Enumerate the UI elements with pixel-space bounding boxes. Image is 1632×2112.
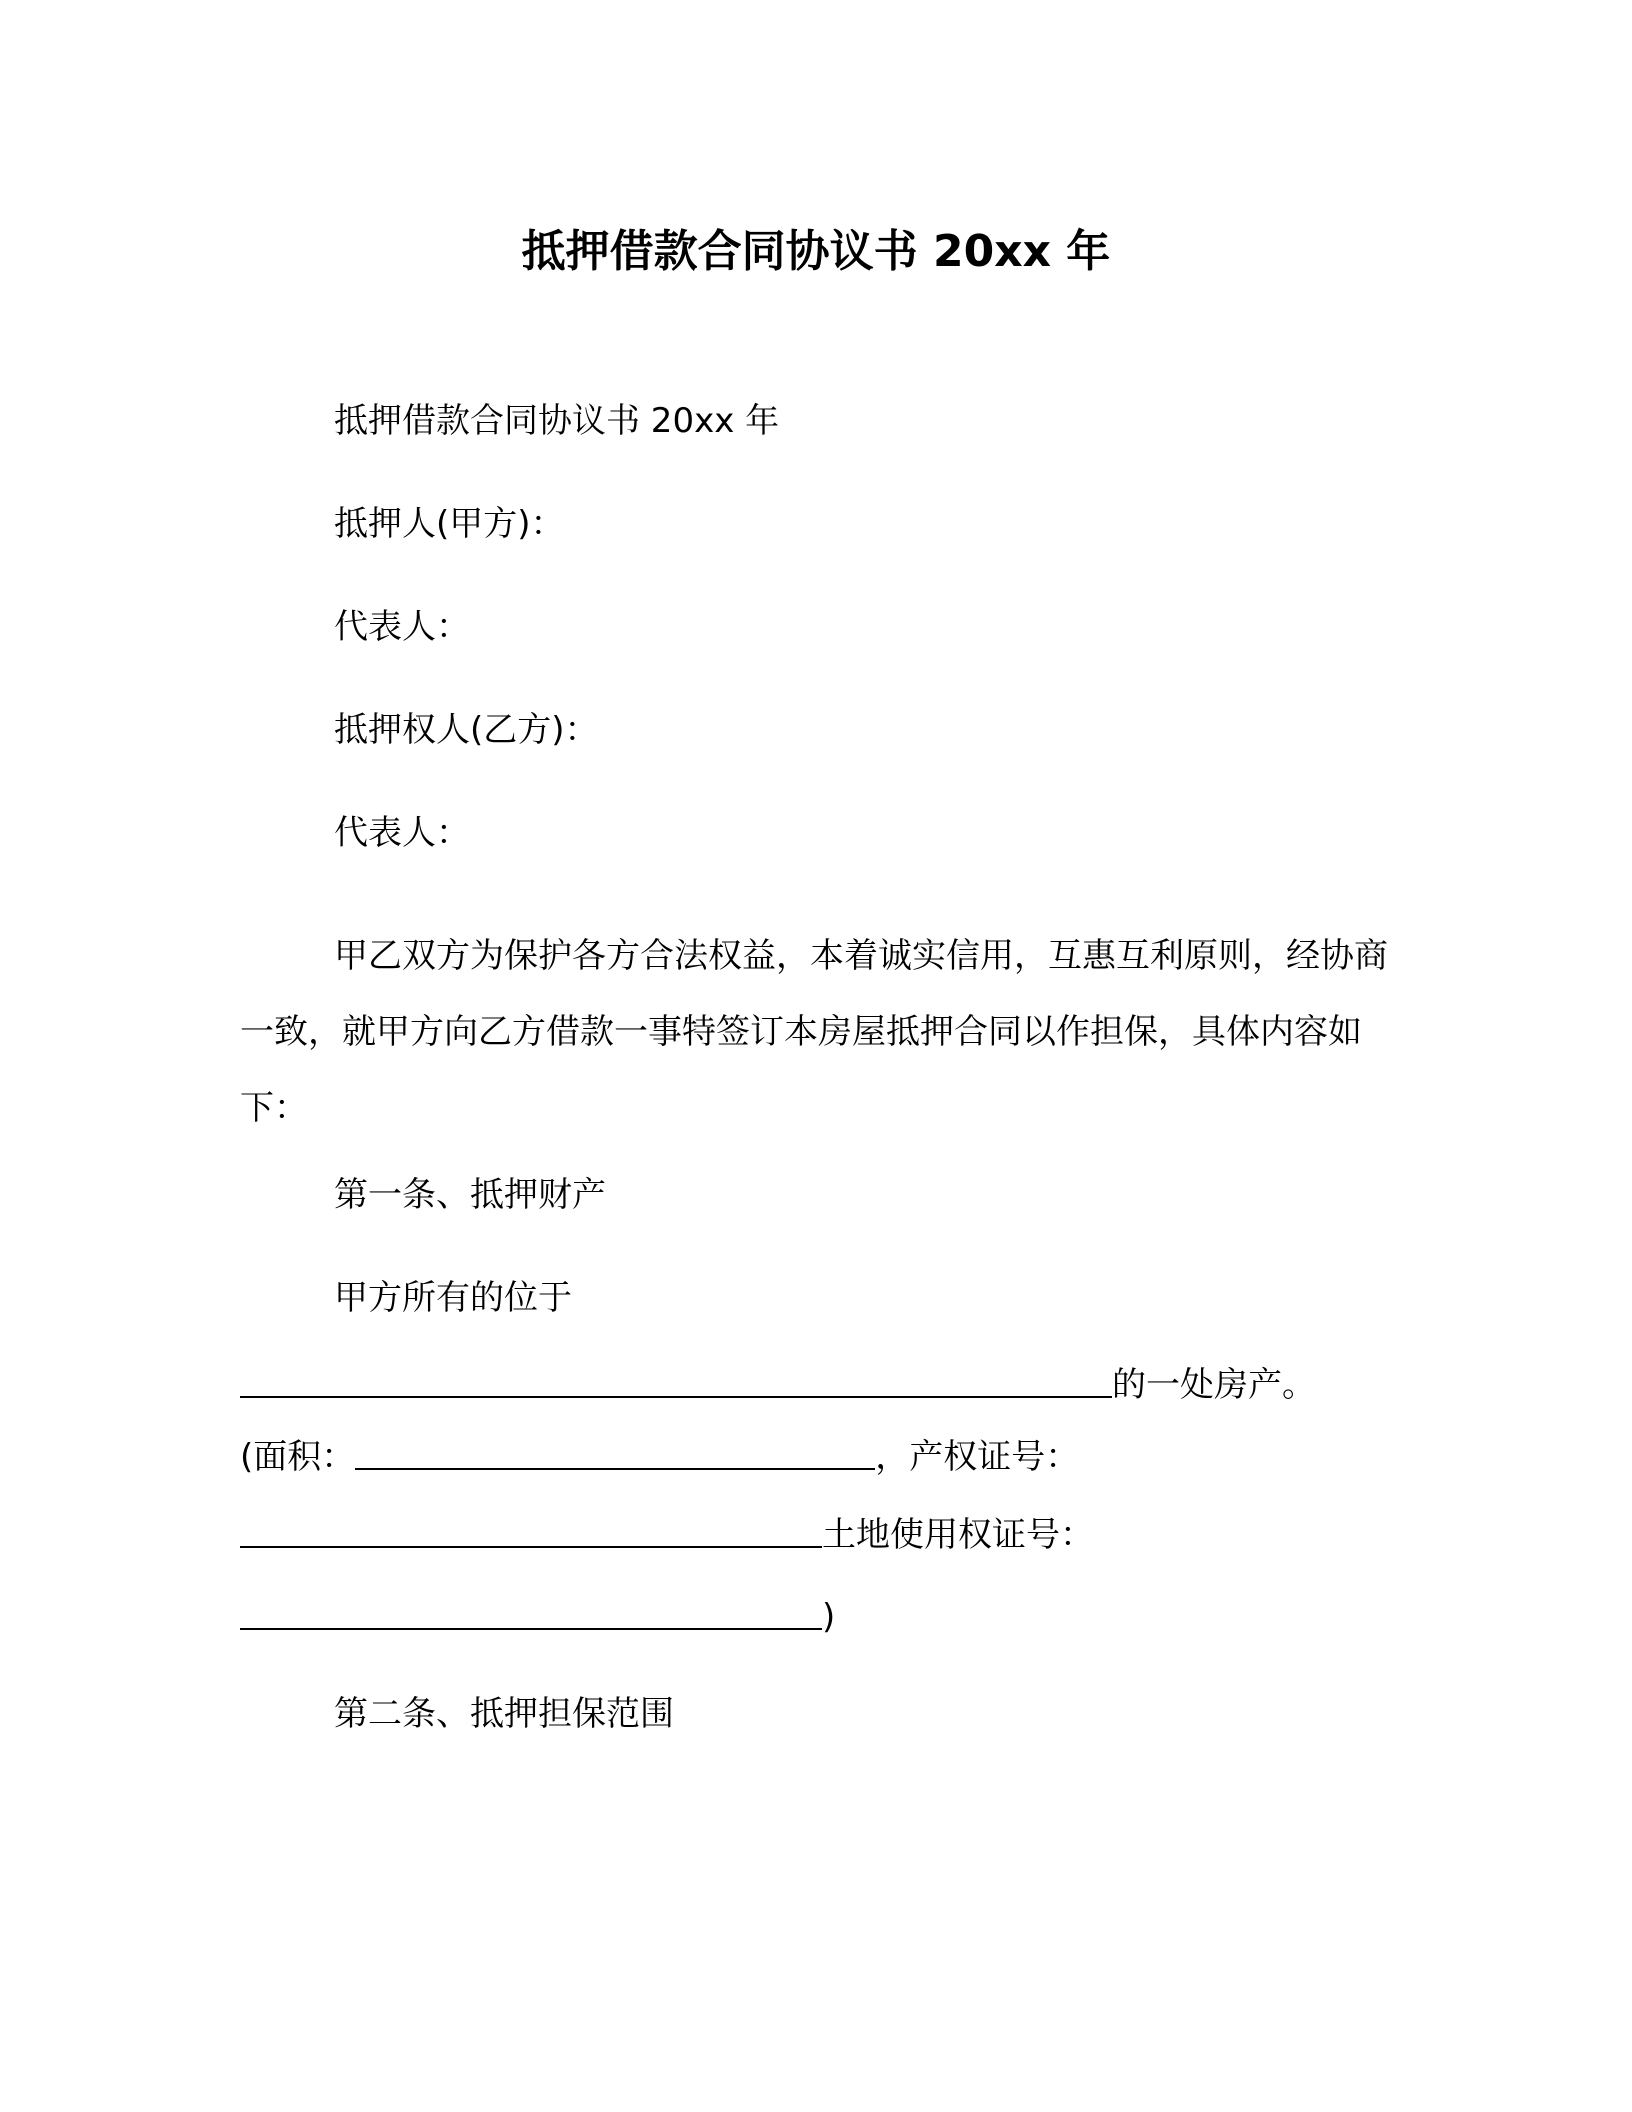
- closing-parenthesis: ): [822, 1597, 836, 1637]
- area-label: (面积：: [240, 1437, 356, 1477]
- certificate-label: ，产权证号：: [875, 1437, 1080, 1477]
- area-blank[interactable]: [355, 1432, 875, 1470]
- property-location-blank[interactable]: [240, 1360, 1112, 1398]
- article-2-heading: 第二条、抵押担保范围: [334, 1694, 674, 1734]
- land-use-label: 土地使用权证号：: [822, 1515, 1094, 1555]
- land-use-number-line: [240, 1592, 835, 1641]
- property-suffix: 的一处房产。: [1112, 1365, 1316, 1405]
- land-use-number-blank[interactable]: [240, 1592, 822, 1630]
- intro-paragraph: 甲乙双方为保护各方合法权益，本着诚实信用，互惠互利原则，经协商一致，就甲方向乙方借款一事特签订本房屋抵押合同以作担保，具体内容如下：: [240, 936, 1388, 1128]
- document-subtitle: 抵押借款合同协议书 20xx 年: [334, 401, 780, 441]
- mortgagee-label: 抵押权人(乙方)：: [334, 710, 599, 750]
- mortgagor-label: 抵押人(甲方)：: [334, 504, 565, 544]
- document-title: 抵押借款合同协议书 20xx 年: [521, 226, 1111, 277]
- mortgagee-representative-label: 代表人：: [334, 813, 470, 853]
- certificate-number-blank[interactable]: [240, 1510, 822, 1548]
- article-1-heading: 第一条、抵押财产: [334, 1175, 606, 1215]
- land-use-line: [240, 1510, 1094, 1559]
- article-1-text: 甲方所有的位于: [334, 1278, 572, 1318]
- property-location-line: [240, 1360, 1316, 1409]
- area-certificate-line: [240, 1432, 1079, 1481]
- mortgagor-representative-label: 代表人：: [334, 607, 470, 647]
